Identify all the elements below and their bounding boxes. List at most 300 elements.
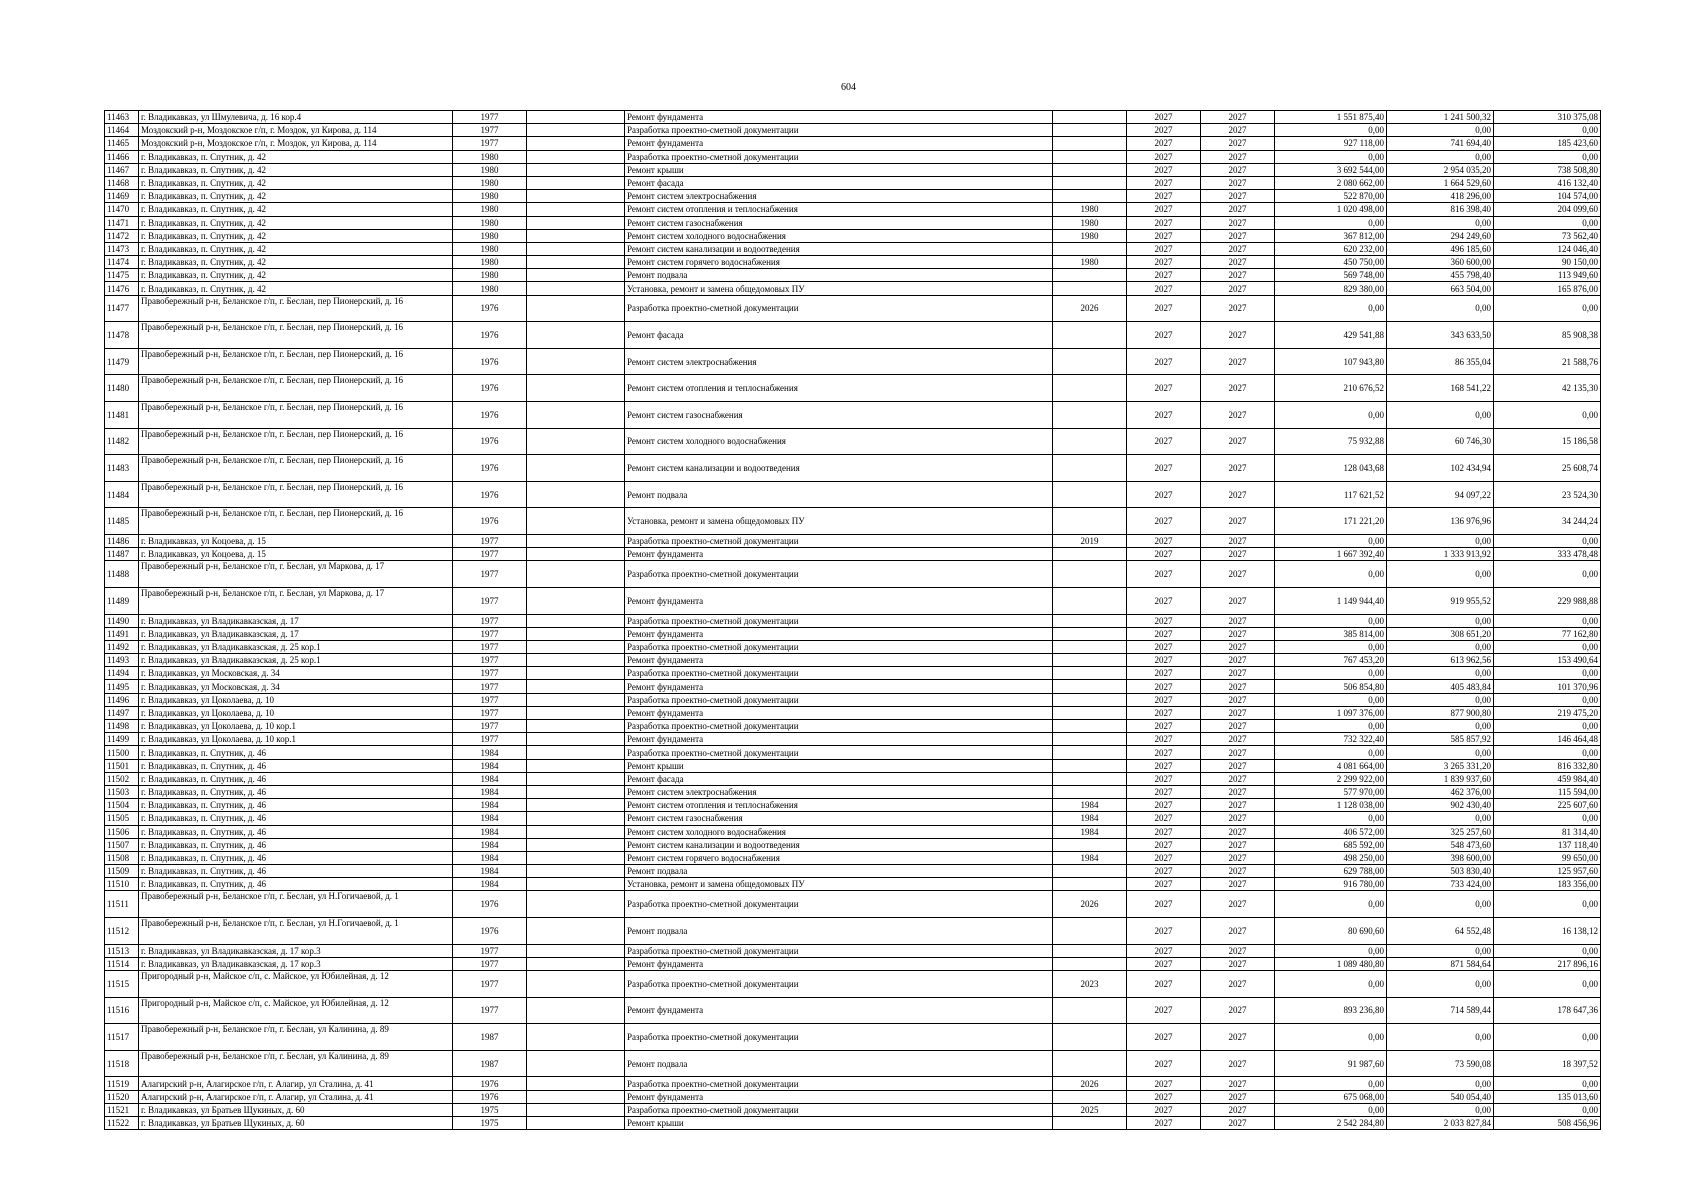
row-number: 11469 <box>105 190 139 203</box>
plan-year-start: 2027 <box>1127 269 1201 282</box>
table-row <box>105 654 1601 667</box>
last-repair-year <box>1053 348 1127 375</box>
table-row <box>105 785 1601 798</box>
row-number: 11463 <box>105 111 139 124</box>
owner-cost: 217 896,16 <box>1494 957 1601 970</box>
fund-cost: 462 376,00 <box>1387 785 1494 798</box>
fund-cost: 741 694,40 <box>1387 137 1494 150</box>
plan-year-start: 2027 <box>1127 176 1201 189</box>
plan-year-end: 2027 <box>1201 348 1275 375</box>
empty-cell <box>527 375 625 402</box>
total-cost: 3 692 544,00 <box>1275 163 1387 176</box>
row-number: 11516 <box>105 997 139 1024</box>
table-row <box>105 1050 1601 1077</box>
work-type: Ремонт фундамента <box>625 680 1053 693</box>
plan-year-start: 2027 <box>1127 1116 1201 1129</box>
plan-year-start: 2027 <box>1127 229 1201 242</box>
fund-cost: 0,00 <box>1387 693 1494 706</box>
fund-cost: 0,00 <box>1387 746 1494 759</box>
empty-cell <box>527 548 625 561</box>
address: г. Владикавказ, п. Спутник, д. 46 <box>139 785 453 798</box>
work-type: Ремонт фундамента <box>625 587 1053 614</box>
fund-cost: 0,00 <box>1387 640 1494 653</box>
address: Пригородный р-н, Майское с/п, с. Майское, ул Юбилейная, д. 12 <box>139 971 453 998</box>
table-row <box>105 891 1601 918</box>
address: г. Владикавказ, ул Коцоева, д. 15 <box>139 548 453 561</box>
empty-cell <box>527 1090 625 1103</box>
commission-year: 1977 <box>453 680 527 693</box>
commission-year: 1980 <box>453 176 527 189</box>
plan-year-start: 2027 <box>1127 111 1201 124</box>
plan-year-start: 2027 <box>1127 799 1201 812</box>
fund-cost: 871 584,64 <box>1387 957 1494 970</box>
total-cost: 0,00 <box>1275 944 1387 957</box>
table-row <box>105 282 1601 295</box>
plan-year-start: 2027 <box>1127 1090 1201 1103</box>
fund-cost: 0,00 <box>1387 614 1494 627</box>
plan-year-start: 2027 <box>1127 865 1201 878</box>
owner-cost: 34 244,24 <box>1494 508 1601 535</box>
work-type: Ремонт систем холодного водоснабжения <box>625 229 1053 242</box>
plan-year-end: 2027 <box>1201 1090 1275 1103</box>
address: г. Владикавказ, п. Спутник, д. 46 <box>139 812 453 825</box>
fund-cost: 343 633,50 <box>1387 322 1494 349</box>
plan-year-start: 2027 <box>1127 561 1201 588</box>
address: г. Владикавказ, п. Спутник, д. 46 <box>139 759 453 772</box>
owner-cost: 0,00 <box>1494 693 1601 706</box>
work-type: Ремонт фундамента <box>625 733 1053 746</box>
commission-year: 1977 <box>453 957 527 970</box>
table-row <box>105 1103 1601 1116</box>
commission-year: 1984 <box>453 838 527 851</box>
empty-cell <box>527 667 625 680</box>
plan-year-end: 2027 <box>1201 242 1275 255</box>
fund-cost: 73 590,08 <box>1387 1050 1494 1077</box>
plan-year-start: 2027 <box>1127 256 1201 269</box>
last-repair-year: 2019 <box>1053 534 1127 547</box>
address: г. Владикавказ, п. Спутник, д. 46 <box>139 851 453 864</box>
work-type: Установка, ремонт и замена общедомовых ПУ <box>625 508 1053 535</box>
plan-year-start: 2027 <box>1127 1050 1201 1077</box>
total-cost: 75 932,88 <box>1275 428 1387 455</box>
total-cost: 0,00 <box>1275 1077 1387 1090</box>
table-row <box>105 402 1601 429</box>
address: Правобережный р-н, Беланское г/п, г. Беслан, пер Пионерский, д. 16 <box>139 295 453 322</box>
address: г. Владикавказ, ул Владикавказская, д. 17 кор.3 <box>139 957 453 970</box>
last-repair-year: 1984 <box>1053 825 1127 838</box>
work-type: Разработка проектно-сметной документации <box>625 1077 1053 1090</box>
commission-year: 1980 <box>453 216 527 229</box>
owner-cost: 0,00 <box>1494 1103 1601 1116</box>
total-cost: 1 020 498,00 <box>1275 203 1387 216</box>
owner-cost: 25 608,74 <box>1494 455 1601 482</box>
commission-year: 1976 <box>453 322 527 349</box>
fund-cost: 496 185,60 <box>1387 242 1494 255</box>
total-cost: 1 097 376,00 <box>1275 706 1387 719</box>
work-type: Ремонт фундамента <box>625 957 1053 970</box>
address: Алагирский р-н, Алагирское г/п, г. Алагир, ул Сталина, д. 41 <box>139 1090 453 1103</box>
plan-year-end: 2027 <box>1201 124 1275 137</box>
commission-year: 1977 <box>453 548 527 561</box>
commission-year: 1980 <box>453 163 527 176</box>
address: Правобережный р-н, Беланское г/п, г. Беслан, пер Пионерский, д. 16 <box>139 508 453 535</box>
total-cost: 0,00 <box>1275 1103 1387 1116</box>
fund-cost: 136 976,96 <box>1387 508 1494 535</box>
plan-year-start: 2027 <box>1127 1024 1201 1051</box>
plan-year-end: 2027 <box>1201 865 1275 878</box>
work-type: Ремонт фундамента <box>625 137 1053 150</box>
address: Моздокский р-н, Моздокское г/п, г. Моздок, ул Кирова, д. 114 <box>139 124 453 137</box>
table-row <box>105 150 1601 163</box>
work-type: Разработка проектно-сметной документации <box>625 640 1053 653</box>
empty-cell <box>527 111 625 124</box>
plan-year-end: 2027 <box>1201 680 1275 693</box>
owner-cost: 178 647,36 <box>1494 997 1601 1024</box>
fund-cost: 0,00 <box>1387 944 1494 957</box>
total-cost: 171 221,20 <box>1275 508 1387 535</box>
owner-cost: 0,00 <box>1494 640 1601 653</box>
table-row <box>105 375 1601 402</box>
plan-year-end: 2027 <box>1201 190 1275 203</box>
plan-year-end: 2027 <box>1201 733 1275 746</box>
work-type: Ремонт фундамента <box>625 548 1053 561</box>
plan-year-start: 2027 <box>1127 640 1201 653</box>
empty-cell <box>527 733 625 746</box>
plan-year-start: 2027 <box>1127 242 1201 255</box>
table-row <box>105 799 1601 812</box>
table-row <box>105 548 1601 561</box>
plan-year-start: 2027 <box>1127 997 1201 1024</box>
owner-cost: 204 099,60 <box>1494 203 1601 216</box>
plan-year-end: 2027 <box>1201 203 1275 216</box>
plan-year-start: 2027 <box>1127 627 1201 640</box>
address: г. Владикавказ, п. Спутник, д. 42 <box>139 203 453 216</box>
work-type: Ремонт систем электроснабжения <box>625 190 1053 203</box>
total-cost: 2 080 662,00 <box>1275 176 1387 189</box>
work-type: Разработка проектно-сметной документации <box>625 1103 1053 1116</box>
empty-cell <box>527 348 625 375</box>
work-type: Ремонт систем отопления и теплоснабжения <box>625 203 1053 216</box>
fund-cost: 0,00 <box>1387 216 1494 229</box>
row-number: 11482 <box>105 428 139 455</box>
owner-cost: 0,00 <box>1494 812 1601 825</box>
address: г. Владикавказ, п. Спутник, д. 42 <box>139 176 453 189</box>
total-cost: 117 621,52 <box>1275 481 1387 508</box>
table-row <box>105 428 1601 455</box>
address: Правобережный р-н, Беланское г/п, г. Беслан, пер Пионерский, д. 16 <box>139 402 453 429</box>
address: Правобережный р-н, Беланское г/п, г. Беслан, пер Пионерский, д. 16 <box>139 481 453 508</box>
commission-year: 1975 <box>453 1103 527 1116</box>
empty-cell <box>527 282 625 295</box>
work-type: Разработка проектно-сметной документации <box>625 124 1053 137</box>
fund-cost: 0,00 <box>1387 150 1494 163</box>
address: Правобережный р-н, Беланское г/п, г. Беслан, пер Пионерский, д. 16 <box>139 455 453 482</box>
owner-cost: 16 138,12 <box>1494 918 1601 945</box>
empty-cell <box>527 891 625 918</box>
address: Моздокский р-н, Моздокское г/п, г. Моздок, ул Кирова, д. 114 <box>139 137 453 150</box>
owner-cost: 137 118,40 <box>1494 838 1601 851</box>
row-number: 11465 <box>105 137 139 150</box>
owner-cost: 0,00 <box>1494 216 1601 229</box>
plan-year-start: 2027 <box>1127 654 1201 667</box>
total-cost: 916 780,00 <box>1275 878 1387 891</box>
work-type: Ремонт крыши <box>625 759 1053 772</box>
row-number: 11483 <box>105 455 139 482</box>
last-repair-year <box>1053 772 1127 785</box>
plan-year-start: 2027 <box>1127 680 1201 693</box>
fund-cost: 919 955,52 <box>1387 587 1494 614</box>
last-repair-year: 2023 <box>1053 971 1127 998</box>
commission-year: 1984 <box>453 772 527 785</box>
table-row <box>105 111 1601 124</box>
owner-cost: 310 375,08 <box>1494 111 1601 124</box>
table-row <box>105 706 1601 719</box>
empty-cell <box>527 561 625 588</box>
plan-year-end: 2027 <box>1201 282 1275 295</box>
last-repair-year <box>1053 176 1127 189</box>
owner-cost: 90 150,00 <box>1494 256 1601 269</box>
owner-cost: 15 186,58 <box>1494 428 1601 455</box>
row-number: 11502 <box>105 772 139 785</box>
last-repair-year <box>1053 706 1127 719</box>
empty-cell <box>527 865 625 878</box>
last-repair-year: 1980 <box>1053 229 1127 242</box>
commission-year: 1987 <box>453 1024 527 1051</box>
empty-cell <box>527 1024 625 1051</box>
table-row <box>105 614 1601 627</box>
address: Правобережный р-н, Беланское г/п, г. Беслан, ул Калинина, д. 89 <box>139 1050 453 1077</box>
table-row <box>105 229 1601 242</box>
table-row <box>105 124 1601 137</box>
last-repair-year: 1980 <box>1053 256 1127 269</box>
total-cost: 675 068,00 <box>1275 1090 1387 1103</box>
row-number: 11512 <box>105 918 139 945</box>
plan-year-start: 2027 <box>1127 693 1201 706</box>
row-number: 11504 <box>105 799 139 812</box>
last-repair-year <box>1053 163 1127 176</box>
owner-cost: 99 650,00 <box>1494 851 1601 864</box>
commission-year: 1980 <box>453 203 527 216</box>
table-row <box>105 746 1601 759</box>
address: г. Владикавказ, п. Спутник, д. 46 <box>139 825 453 838</box>
address: Правобережный р-н, Беланское г/п, г. Беслан, ул Маркова, д. 17 <box>139 587 453 614</box>
registry-body <box>105 111 1601 1130</box>
table-row <box>105 269 1601 282</box>
work-type: Ремонт систем холодного водоснабжения <box>625 428 1053 455</box>
fund-cost: 733 424,00 <box>1387 878 1494 891</box>
work-type: Ремонт фасада <box>625 176 1053 189</box>
last-repair-year <box>1053 269 1127 282</box>
repair-registry-table <box>104 110 1601 1130</box>
last-repair-year <box>1053 733 1127 746</box>
fund-cost: 2 033 827,84 <box>1387 1116 1494 1129</box>
owner-cost: 77 162,80 <box>1494 627 1601 640</box>
commission-year: 1984 <box>453 878 527 891</box>
last-repair-year: 2025 <box>1053 1103 1127 1116</box>
fund-cost: 503 830,40 <box>1387 865 1494 878</box>
work-type: Разработка проектно-сметной документации <box>625 295 1053 322</box>
address: Правобережный р-н, Беланское г/п, г. Беслан, пер Пионерский, д. 16 <box>139 348 453 375</box>
plan-year-start: 2027 <box>1127 812 1201 825</box>
fund-cost: 0,00 <box>1387 561 1494 588</box>
total-cost: 0,00 <box>1275 402 1387 429</box>
total-cost: 1 089 480,80 <box>1275 957 1387 970</box>
work-type: Ремонт подвала <box>625 865 1053 878</box>
total-cost: 0,00 <box>1275 534 1387 547</box>
total-cost: 450 750,00 <box>1275 256 1387 269</box>
commission-year: 1977 <box>453 693 527 706</box>
last-repair-year <box>1053 402 1127 429</box>
work-type: Ремонт крыши <box>625 1116 1053 1129</box>
empty-cell <box>527 508 625 535</box>
fund-cost: 0,00 <box>1387 1024 1494 1051</box>
table-row <box>105 203 1601 216</box>
empty-cell <box>527 229 625 242</box>
owner-cost: 416 132,40 <box>1494 176 1601 189</box>
row-number: 11511 <box>105 891 139 918</box>
plan-year-end: 2027 <box>1201 375 1275 402</box>
plan-year-start: 2027 <box>1127 508 1201 535</box>
empty-cell <box>527 534 625 547</box>
work-type: Ремонт фундамента <box>625 706 1053 719</box>
last-repair-year <box>1053 322 1127 349</box>
table-row <box>105 733 1601 746</box>
plan-year-end: 2027 <box>1201 759 1275 772</box>
commission-year: 1984 <box>453 785 527 798</box>
address: г. Владикавказ, п. Спутник, д. 46 <box>139 865 453 878</box>
fund-cost: 663 504,00 <box>1387 282 1494 295</box>
owner-cost: 85 908,38 <box>1494 322 1601 349</box>
total-cost: 0,00 <box>1275 746 1387 759</box>
empty-cell <box>527 706 625 719</box>
work-type: Разработка проектно-сметной документации <box>625 746 1053 759</box>
work-type: Разработка проектно-сметной документации <box>625 944 1053 957</box>
address: г. Владикавказ, п. Спутник, д. 46 <box>139 838 453 851</box>
fund-cost: 0,00 <box>1387 812 1494 825</box>
work-type: Ремонт систем электроснабжения <box>625 785 1053 798</box>
commission-year: 1980 <box>453 150 527 163</box>
work-type: Ремонт систем холодного водоснабжения <box>625 825 1053 838</box>
commission-year: 1987 <box>453 1050 527 1077</box>
plan-year-start: 2027 <box>1127 759 1201 772</box>
row-number: 11475 <box>105 269 139 282</box>
owner-cost: 0,00 <box>1494 746 1601 759</box>
row-number: 11467 <box>105 163 139 176</box>
table-row <box>105 256 1601 269</box>
commission-year: 1977 <box>453 137 527 150</box>
plan-year-end: 2027 <box>1201 799 1275 812</box>
row-number: 11520 <box>105 1090 139 1103</box>
total-cost: 0,00 <box>1275 614 1387 627</box>
plan-year-start: 2027 <box>1127 348 1201 375</box>
owner-cost: 0,00 <box>1494 1024 1601 1051</box>
plan-year-start: 2027 <box>1127 878 1201 891</box>
owner-cost: 125 957,60 <box>1494 865 1601 878</box>
last-repair-year <box>1053 667 1127 680</box>
table-row <box>105 1090 1601 1103</box>
last-repair-year: 2026 <box>1053 295 1127 322</box>
address: г. Владикавказ, ул Коцоева, д. 15 <box>139 534 453 547</box>
address: Правобережный р-н, Беланское г/п, г. Беслан, ул Н.Гогичаевой, д. 1 <box>139 918 453 945</box>
fund-cost: 0,00 <box>1387 667 1494 680</box>
total-cost: 522 870,00 <box>1275 190 1387 203</box>
row-number: 11479 <box>105 348 139 375</box>
fund-cost: 3 265 331,20 <box>1387 759 1494 772</box>
work-type: Ремонт систем горячего водоснабжения <box>625 256 1053 269</box>
fund-cost: 0,00 <box>1387 1077 1494 1090</box>
fund-cost: 308 651,20 <box>1387 627 1494 640</box>
row-number: 11501 <box>105 759 139 772</box>
row-number: 11503 <box>105 785 139 798</box>
owner-cost: 0,00 <box>1494 667 1601 680</box>
last-repair-year <box>1053 997 1127 1024</box>
empty-cell <box>527 627 625 640</box>
empty-cell <box>527 256 625 269</box>
fund-cost: 94 097,22 <box>1387 481 1494 508</box>
last-repair-year <box>1053 746 1127 759</box>
total-cost: 210 676,52 <box>1275 375 1387 402</box>
commission-year: 1984 <box>453 825 527 838</box>
last-repair-year <box>1053 428 1127 455</box>
last-repair-year <box>1053 282 1127 295</box>
total-cost: 927 118,00 <box>1275 137 1387 150</box>
last-repair-year <box>1053 124 1127 137</box>
plan-year-end: 2027 <box>1201 322 1275 349</box>
owner-cost: 816 332,80 <box>1494 759 1601 772</box>
table-row <box>105 759 1601 772</box>
owner-cost: 115 594,00 <box>1494 785 1601 798</box>
owner-cost: 42 135,30 <box>1494 375 1601 402</box>
plan-year-end: 2027 <box>1201 561 1275 588</box>
empty-cell <box>527 587 625 614</box>
commission-year: 1977 <box>453 654 527 667</box>
empty-cell <box>527 481 625 508</box>
owner-cost: 0,00 <box>1494 971 1601 998</box>
last-repair-year <box>1053 190 1127 203</box>
last-repair-year <box>1053 111 1127 124</box>
fund-cost: 325 257,60 <box>1387 825 1494 838</box>
plan-year-end: 2027 <box>1201 891 1275 918</box>
work-type: Ремонт систем отопления и теплоснабжения <box>625 799 1053 812</box>
owner-cost: 101 370,96 <box>1494 680 1601 693</box>
address: г. Владикавказ, п. Спутник, д. 46 <box>139 799 453 812</box>
commission-year: 1977 <box>453 124 527 137</box>
table-row <box>105 812 1601 825</box>
commission-year: 1976 <box>453 428 527 455</box>
plan-year-start: 2027 <box>1127 667 1201 680</box>
total-cost: 767 453,20 <box>1275 654 1387 667</box>
row-number: 11509 <box>105 865 139 878</box>
last-repair-year: 1984 <box>1053 851 1127 864</box>
plan-year-end: 2027 <box>1201 627 1275 640</box>
address: г. Владикавказ, п. Спутник, д. 46 <box>139 772 453 785</box>
owner-cost: 73 562,40 <box>1494 229 1601 242</box>
owner-cost: 135 013,60 <box>1494 1090 1601 1103</box>
empty-cell <box>527 838 625 851</box>
commission-year: 1977 <box>453 111 527 124</box>
fund-cost: 0,00 <box>1387 402 1494 429</box>
row-number: 11476 <box>105 282 139 295</box>
fund-cost: 405 483,84 <box>1387 680 1494 693</box>
owner-cost: 0,00 <box>1494 891 1601 918</box>
last-repair-year: 1984 <box>1053 812 1127 825</box>
work-type: Разработка проектно-сметной документации <box>625 693 1053 706</box>
plan-year-end: 2027 <box>1201 614 1275 627</box>
commission-year: 1980 <box>453 242 527 255</box>
total-cost: 893 236,80 <box>1275 997 1387 1024</box>
commission-year: 1976 <box>453 455 527 482</box>
owner-cost: 21 588,76 <box>1494 348 1601 375</box>
